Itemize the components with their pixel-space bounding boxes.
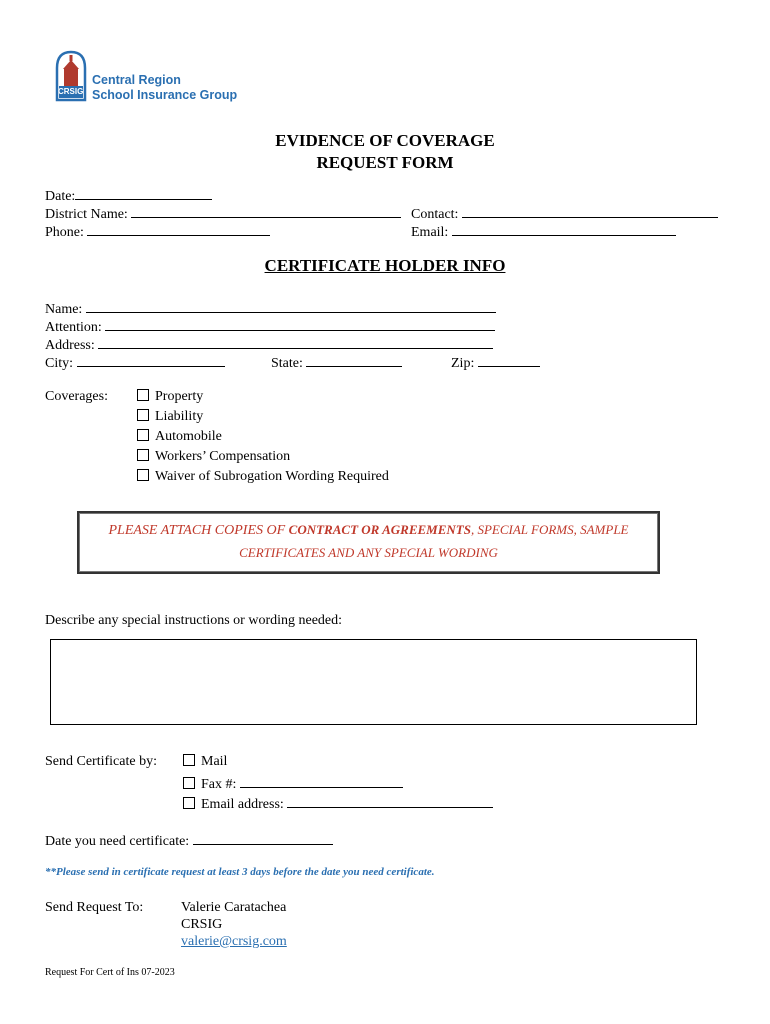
email-checkbox[interactable] xyxy=(183,797,195,809)
contact-field[interactable] xyxy=(411,203,718,223)
coverage-workers-comp[interactable] xyxy=(137,449,290,465)
city-label: City: xyxy=(45,356,74,371)
holder-name-label: Name: xyxy=(45,302,83,317)
attachment-notice xyxy=(77,511,660,574)
state-field[interactable] xyxy=(271,352,402,372)
send-by-label: Send Certificate by: xyxy=(45,754,157,769)
date-needed-field[interactable] xyxy=(45,830,333,850)
address-field[interactable] xyxy=(45,334,493,354)
send-to-email-link[interactable]: valerie@crsig.com xyxy=(181,934,287,949)
contact-label: Contact: xyxy=(411,207,459,222)
logo-line1: Central Region xyxy=(92,73,181,87)
city-field[interactable] xyxy=(45,352,225,372)
fax-label: Fax #: xyxy=(201,777,237,792)
mail-label: Mail xyxy=(201,754,228,769)
attention-label: Attention: xyxy=(45,320,102,335)
address-label: Address: xyxy=(45,338,95,353)
coverage-label: Workers’ Compensation xyxy=(155,449,291,464)
send-to-org: CRSIG xyxy=(181,917,223,932)
district-name-field[interactable] xyxy=(45,203,401,223)
fax-checkbox[interactable] xyxy=(183,777,195,789)
send-to-name: Valerie Caratachea xyxy=(181,900,287,915)
title-line1: EVIDENCE OF COVERAGE xyxy=(275,131,495,150)
workers-comp-checkbox[interactable] xyxy=(137,449,149,461)
email-field[interactable] xyxy=(411,221,676,241)
liability-checkbox[interactable] xyxy=(137,409,149,421)
district-label: District Name: xyxy=(45,207,128,222)
coverage-automobile[interactable] xyxy=(137,429,222,445)
notice-line2: CERTIFICATES AND ANY SPECIAL WORDING xyxy=(239,545,498,560)
email-address-label: Email address: xyxy=(201,797,284,812)
holder-name-field[interactable] xyxy=(45,298,496,318)
coverage-liability[interactable] xyxy=(137,409,203,425)
date-label: Date: xyxy=(45,189,76,204)
date-needed-label: Date you need certificate: xyxy=(45,834,190,849)
holder-heading: CERTIFICATE HOLDER INFO xyxy=(264,256,506,275)
date-field[interactable] xyxy=(45,185,212,205)
send-mail-option[interactable] xyxy=(183,754,227,770)
notice-part2: CONTRACT OR AGREEMENTS xyxy=(288,522,471,537)
send-to-label: Send Request To: xyxy=(45,900,144,915)
waiver-checkbox[interactable] xyxy=(137,469,149,481)
automobile-checkbox[interactable] xyxy=(137,429,149,441)
notice-part1: PLEASE ATTACH COPIES OF xyxy=(108,523,289,538)
phone-label: Phone: xyxy=(45,225,84,240)
property-checkbox[interactable] xyxy=(137,389,149,401)
coverage-label: Liability xyxy=(155,409,204,424)
instructions-label: Describe any special instructions or wording needed: xyxy=(45,613,343,628)
coverage-label: Property xyxy=(155,389,204,404)
logo-abbr: CRSIG xyxy=(58,87,84,96)
footer-text: Request For Cert of Ins 07-2023 xyxy=(45,967,175,978)
attention-field[interactable] xyxy=(45,316,495,336)
notice-part3: , SPECIAL FORMS, SAMPLE xyxy=(470,522,629,537)
phone-field[interactable] xyxy=(45,221,270,241)
coverage-label: Waiver of Subrogation Wording Required xyxy=(155,469,389,484)
coverage-waiver[interactable] xyxy=(137,469,389,485)
email-label: Email: xyxy=(411,225,449,240)
zip-field[interactable] xyxy=(451,352,540,372)
logo-line2: School Insurance Group xyxy=(92,88,238,102)
coverages-label: Coverages: xyxy=(45,389,108,404)
coverage-property[interactable] xyxy=(137,389,203,405)
request-note: **Please send in certificate request at least 3 days before the date you need certificate. xyxy=(45,866,435,878)
zip-label: Zip: xyxy=(451,356,475,371)
mail-checkbox[interactable] xyxy=(183,754,195,766)
state-label: State: xyxy=(271,356,303,371)
send-email-option[interactable] xyxy=(183,793,493,813)
instructions-textarea[interactable] xyxy=(50,639,697,725)
title-line2: REQUEST FORM xyxy=(316,153,454,172)
logo xyxy=(55,50,238,102)
send-fax-option[interactable] xyxy=(183,773,403,793)
coverage-label: Automobile xyxy=(155,429,222,444)
